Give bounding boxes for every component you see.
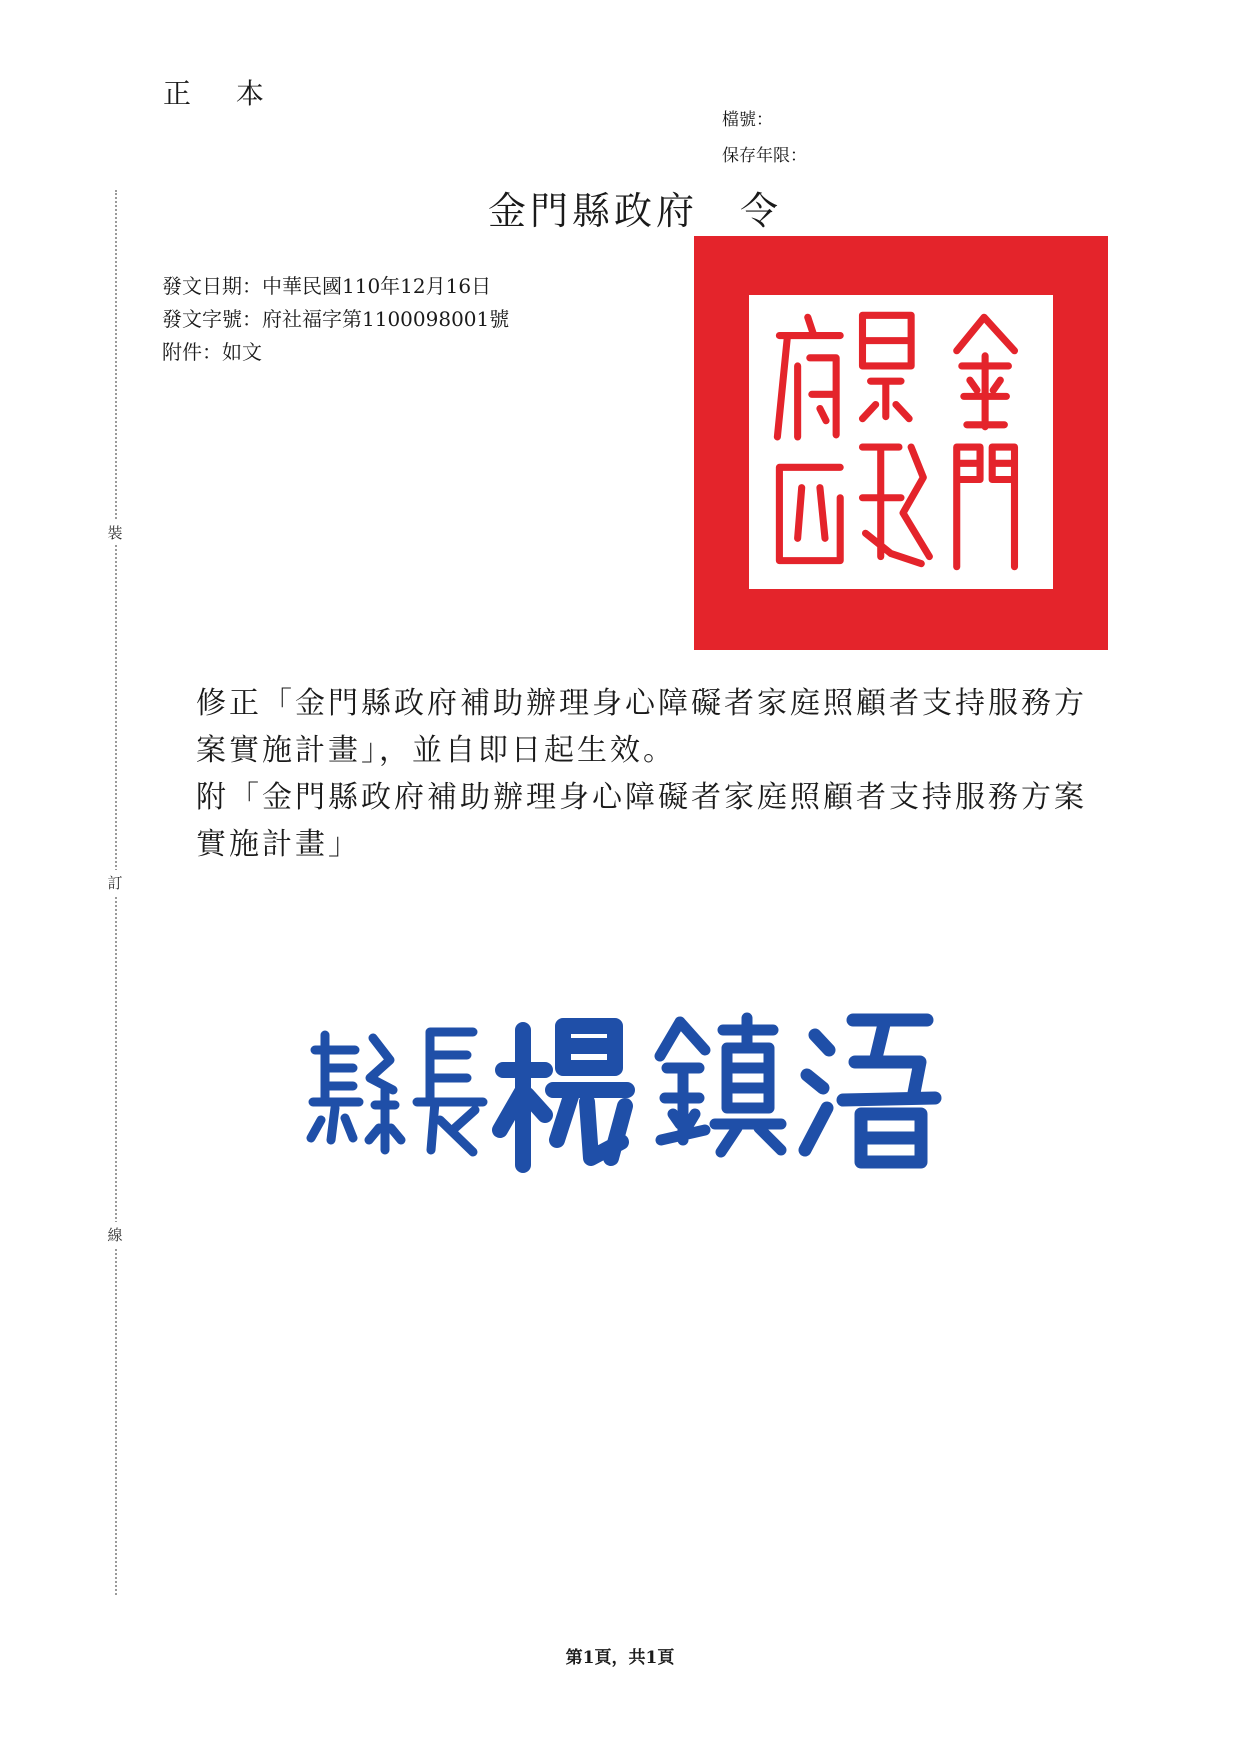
document-title: [488, 180, 782, 235]
original-copy-mark: 正 本: [163, 77, 282, 110]
binding-mark-bind: 裝: [103, 520, 127, 545]
document-type: 令: [740, 189, 783, 233]
issuing-organization: 金門縣政府: [488, 189, 699, 233]
body-paragraph-attachment: 附「金門縣政府補助辦理身心障礙者家庭照顧者支持服務方案實施計畫」: [196, 780, 1087, 862]
document-meta: [162, 270, 509, 369]
seal-glyphs: [749, 295, 1053, 589]
signature-glyphs: [295, 990, 1015, 1190]
magistrate-signature-stamp: [295, 990, 1015, 1190]
binding-mark-line: 線: [103, 1222, 127, 1247]
issue-date: 發文日期：中華民國110年12月16日: [162, 274, 492, 298]
page-number: 第1頁，共1頁: [565, 1648, 675, 1668]
file-number-label: 檔號：: [722, 110, 773, 130]
file-meta: [722, 102, 807, 174]
binding-mark-staple: 訂: [103, 870, 127, 895]
attachment-info: 附件：如文: [162, 340, 262, 364]
seal-inner-field: [746, 292, 1056, 592]
official-seal: [694, 236, 1108, 650]
body-paragraph-amendment: 修正「金門縣政府補助辦理身心障礙者家庭照顧者支持服務方案實施計畫」，並自即日起生效。: [196, 686, 1087, 768]
retention-period-label: 保存年限：: [722, 146, 807, 166]
document-number: 發文字號：府社福字第1100098001號: [162, 307, 510, 331]
document-body: [196, 680, 1106, 868]
